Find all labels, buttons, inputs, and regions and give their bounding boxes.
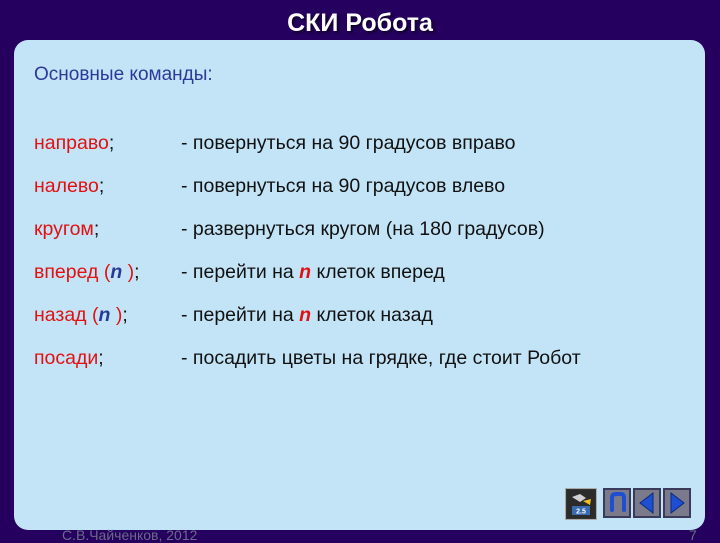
footer-author: С.В.Чайченков, 2012 <box>62 527 198 543</box>
command-name: направо <box>34 132 109 154</box>
description-text: - перейти на <box>181 304 300 326</box>
logo-version: 2.5 <box>576 508 586 516</box>
command-arg-close: ) <box>122 261 135 283</box>
command-name: налево <box>34 175 99 197</box>
command-name: назад <box>34 304 87 326</box>
commands-subtitle: Основные команды: <box>34 64 213 85</box>
command-description <box>181 345 581 371</box>
command-syntax <box>34 130 114 156</box>
command-name: кругом <box>34 218 94 240</box>
description-text: - перейти на <box>181 261 300 283</box>
command-arg: n <box>98 304 111 326</box>
description-text: - повернуться на 90 градусов вправо <box>181 132 516 154</box>
command-description <box>181 130 516 156</box>
command-arg-open: ( <box>98 261 111 283</box>
command-arg-open: ( <box>86 304 99 326</box>
command-description <box>181 173 505 199</box>
previous-slide-button[interactable] <box>633 488 661 518</box>
page-number: 7 <box>689 527 697 543</box>
description-text-end: клеток вперед <box>311 261 445 283</box>
command-suffix: ; <box>134 261 140 283</box>
command-suffix: ; <box>93 218 100 240</box>
next-slide-icon <box>665 490 689 516</box>
description-text: - развернуться кругом (на 180 градусов) <box>181 218 545 240</box>
kumir-logo-graphic <box>566 489 596 519</box>
description-arg: n <box>299 261 312 283</box>
previous-slide-icon <box>635 490 659 516</box>
command-syntax <box>34 302 128 328</box>
command-suffix: ; <box>98 175 105 197</box>
description-text: - посадить цветы на грядке, где стоит Робот <box>181 347 581 369</box>
command-arg: n <box>110 261 123 283</box>
command-description <box>181 259 445 285</box>
command-description <box>181 216 545 242</box>
command-suffix: ; <box>98 347 104 369</box>
command-syntax <box>34 345 104 371</box>
command-suffix: ; <box>108 132 115 154</box>
return-icon <box>605 490 629 516</box>
command-arg-close: ) <box>110 304 123 326</box>
description-text-end: клеток назад <box>311 304 433 326</box>
command-description <box>181 302 433 328</box>
slide-title: СКИ Робота <box>287 9 433 37</box>
content-panel <box>14 40 705 530</box>
command-name: посади <box>34 347 99 369</box>
command-name: вперед <box>34 261 99 283</box>
command-suffix: ; <box>122 304 128 326</box>
command-syntax <box>34 259 140 285</box>
command-syntax <box>34 216 99 242</box>
kumir-logo-icon[interactable] <box>565 488 597 520</box>
description-arg: n <box>299 304 312 326</box>
return-button[interactable] <box>603 488 631 518</box>
description-text: - повернуться на 90 градусов влево <box>181 175 506 197</box>
next-slide-button[interactable] <box>663 488 691 518</box>
command-syntax <box>34 173 104 199</box>
